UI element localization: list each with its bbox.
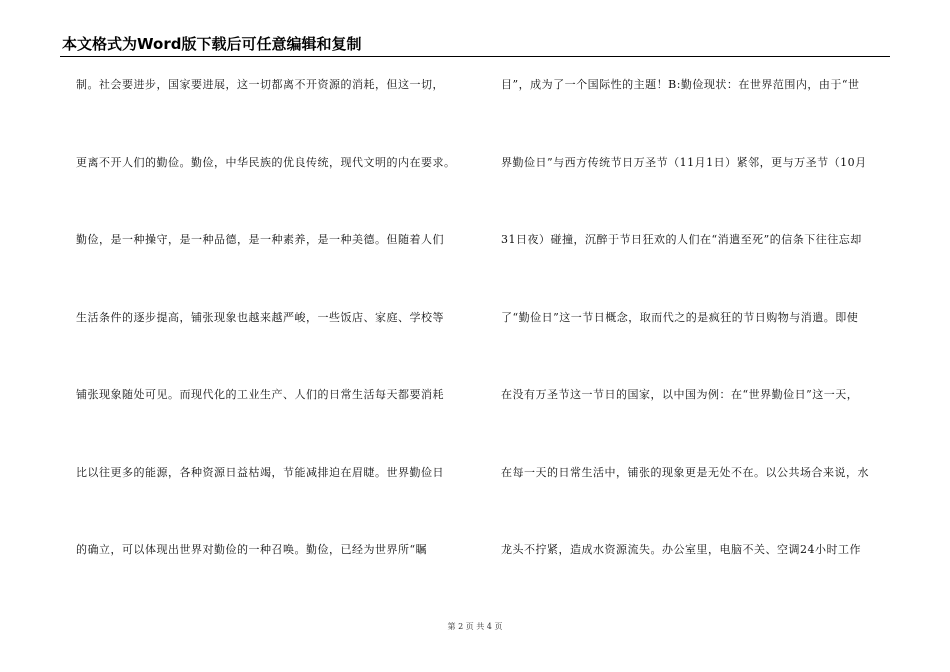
- text-line: 目”，成为了一个国际性的主题！B:勤俭现状：在世界范围内，由于“世: [501, 78, 860, 91]
- document-header-title: 本文格式为Word版下载后可任意编辑和复制: [62, 35, 362, 53]
- text-line: 龙头不拧紧，造成水资源流失。办公室里，电脑不关、空调24小时工作: [501, 543, 861, 556]
- page-number-footer: 第 2 页 共 4 页: [447, 622, 503, 631]
- text-line: 更离不开人们的勤俭。勤俭，中华民族的优良传统，现代文明的内在要求。: [76, 155, 456, 169]
- text-line: 在没有万圣节这一节日的国家，以中国为例：在“世界勤俭日”这一天，: [501, 388, 859, 401]
- text-line: 铺张现象随处可见。而现代化的工业生产、人们的日常生活每天都要消耗: [76, 388, 444, 401]
- text-line: 制。社会要进步，国家要进展，这一切都离不开资源的消耗，但这一切，: [76, 78, 444, 91]
- right-text-column: [501, 76, 886, 619]
- text-line: 勤俭，是一种操守，是一种品德，是一种素养，是一种美德。但随着人们: [76, 233, 444, 246]
- text-line: 的确立，可以体现出世界对勤俭的一种召唤。勤俭，已经为世界所“瞩: [76, 543, 428, 556]
- text-line: 了“勤俭日”这一节日概念，取而代之的是疯狂的节日购物与消遣。即使: [501, 310, 859, 324]
- text-line: 在每一天的日常生活中，铺张的现象更是无处不在。以公共场合来说，水: [501, 465, 869, 479]
- text-line: 比以往更多的能源，各种资源日益枯竭，节能减排迫在眉睫。世界勤俭日: [76, 465, 444, 479]
- left-text-column: [76, 76, 461, 619]
- text-line: 界勤俭日”与西方传统节日万圣节（11月1日）紧邻，更与万圣节（10月: [501, 155, 867, 169]
- header-divider: [60, 56, 890, 57]
- text-line: 生活条件的逐步提高，铺张现象也越来越严峻，一些饭店、家庭、学校等: [76, 310, 444, 324]
- text-line: 31日夜）碰撞，沉醉于节日狂欢的人们在“消遣至死”的信条下往往忘却: [501, 233, 862, 246]
